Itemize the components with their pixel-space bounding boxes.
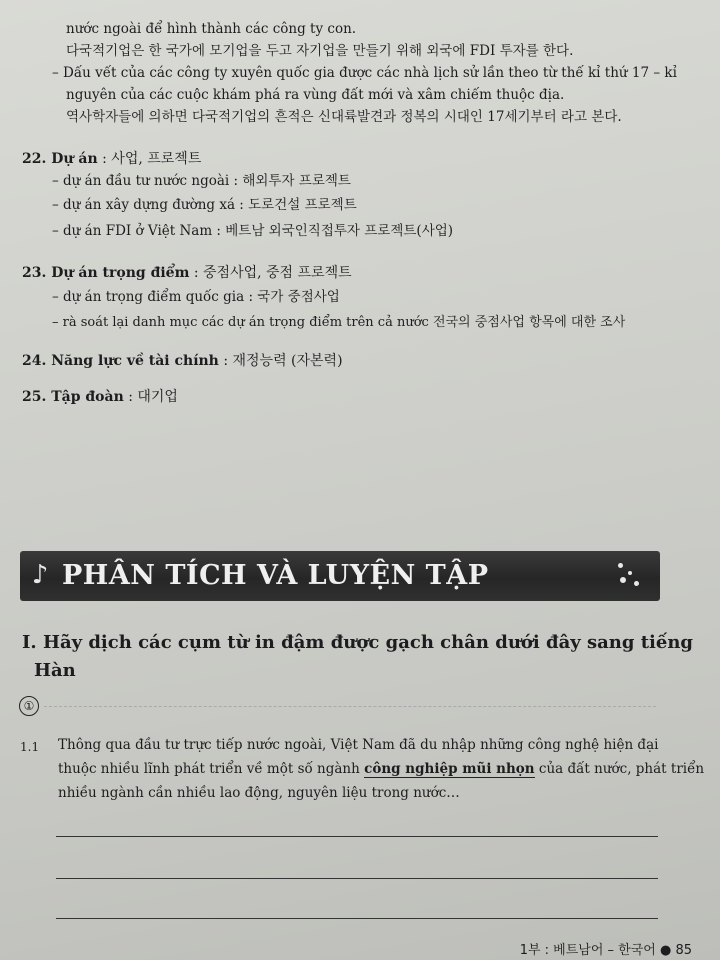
entry-term: Dự án xyxy=(51,151,98,167)
entry-22-sub-1 xyxy=(52,172,351,190)
entry-term: Tập đoàn xyxy=(51,389,124,405)
intro-line-2: 다국적기업은 한 국가에 모기업을 두고 자기업을 만들기 위해 외국에 FDI 투자를 한다. xyxy=(66,43,574,59)
item-number: 1.1 xyxy=(20,740,40,754)
entry-25-heading xyxy=(22,386,178,406)
bleed-through-text xyxy=(600,180,604,194)
intro-line-4: nguyên của các cuộc khám phá ra vùng đất mới và xâm chiếm thuộc địa. xyxy=(66,87,565,103)
entry-number: 22. xyxy=(22,151,47,167)
divider xyxy=(44,706,656,707)
sub-vi: – dự án FDI ở Việt Nam xyxy=(52,223,213,239)
entry-translation: : 중점사업, 중점 프로젝트 xyxy=(189,265,352,281)
intro-line-3: – Dấu vết của các công ty xuyên quốc gia được các nhà lịch sử lần theo từ thế kỉ thứ 17 – kỉ xyxy=(52,65,677,81)
sub-ko: : 베트남 외국인직접투자 프로젝트(사업) xyxy=(212,223,454,239)
section-banner xyxy=(20,551,660,601)
sub-ko: 전국의 중점사업 항목에 대한 조사 xyxy=(428,315,626,330)
section-banner-title: PHÂN TÍCH VÀ LUYỆN TẬP xyxy=(62,560,489,591)
entry-23-heading xyxy=(22,262,352,282)
underlined-term: công nghiệp mũi nhọn xyxy=(364,761,535,777)
entry-translation: : 재정능력 (자본력) xyxy=(218,353,343,369)
sub-vi: – dự án xây dựng đường xá xyxy=(52,197,236,213)
answer-line[interactable] xyxy=(56,836,658,837)
sub-ko: : 해외투자 프로젝트 xyxy=(229,173,351,189)
entry-23-sub-2 xyxy=(52,314,625,332)
page-footer: 1부 : 베트남어 – 한국어 ● 85 xyxy=(519,943,692,958)
music-note-icon: ♪ xyxy=(31,560,49,590)
entry-22-heading xyxy=(22,148,201,168)
entry-term: Năng lực về tài chính xyxy=(51,353,219,369)
entry-number: 23. xyxy=(22,265,47,281)
exercise-heading-line-1: I. Hãy dịch các cụm từ in đậm được gạch chân dưới đây sang tiếng xyxy=(22,632,694,653)
sub-vi: – dự án đầu tư nước ngoài xyxy=(52,173,230,189)
item-text-line-3: nhiều ngành cần nhiều lao động, nguyên liệu trong nước… xyxy=(58,785,460,801)
entry-22-sub-2 xyxy=(52,196,357,214)
sub-ko: : 국가 중점사업 xyxy=(244,289,340,305)
entry-translation: : 사업, 프로젝트 xyxy=(97,151,202,167)
dots-ornament-icon xyxy=(614,561,644,591)
entry-term: Dự án trọng điểm xyxy=(51,265,190,281)
intro-line-1: nước ngoài để hình thành các công ty con. xyxy=(66,21,357,37)
entry-23-sub-1 xyxy=(52,288,340,306)
entry-22-sub-3 xyxy=(52,222,453,240)
intro-line-5: 역사학자들에 의하면 다국적기업의 흔적은 신대륙발견과 정복의 시대인 17세기부터 라고 본다. xyxy=(66,109,622,125)
item-text-line-1: Thông qua đầu tư trực tiếp nước ngoài, Việt Nam đã du nhập những công nghệ hiện đại xyxy=(58,737,659,753)
item-text-segment: thuộc nhiều lĩnh phát triển về một số ngành xyxy=(58,761,365,777)
entry-translation: : 대기업 xyxy=(123,389,178,405)
entry-24-heading xyxy=(22,350,343,370)
answer-line[interactable] xyxy=(56,918,658,919)
circle-number-badge xyxy=(19,696,39,716)
sub-vi: – rà soát lại danh mục các dự án trọng điểm trên cả nước xyxy=(52,315,429,330)
entry-number: 24. xyxy=(22,353,47,369)
item-text-line-2 xyxy=(58,760,704,778)
item-text-segment: của đất nước, phát triển xyxy=(534,761,705,777)
sub-ko: : 도로건설 프로젝트 xyxy=(235,197,357,213)
circle-number: ① xyxy=(23,699,35,713)
exercise-heading-line-2: Hàn xyxy=(34,660,76,681)
sub-vi: – dự án trọng điểm quốc gia xyxy=(52,289,245,305)
entry-number: 25. xyxy=(22,389,47,405)
answer-line[interactable] xyxy=(56,878,658,879)
